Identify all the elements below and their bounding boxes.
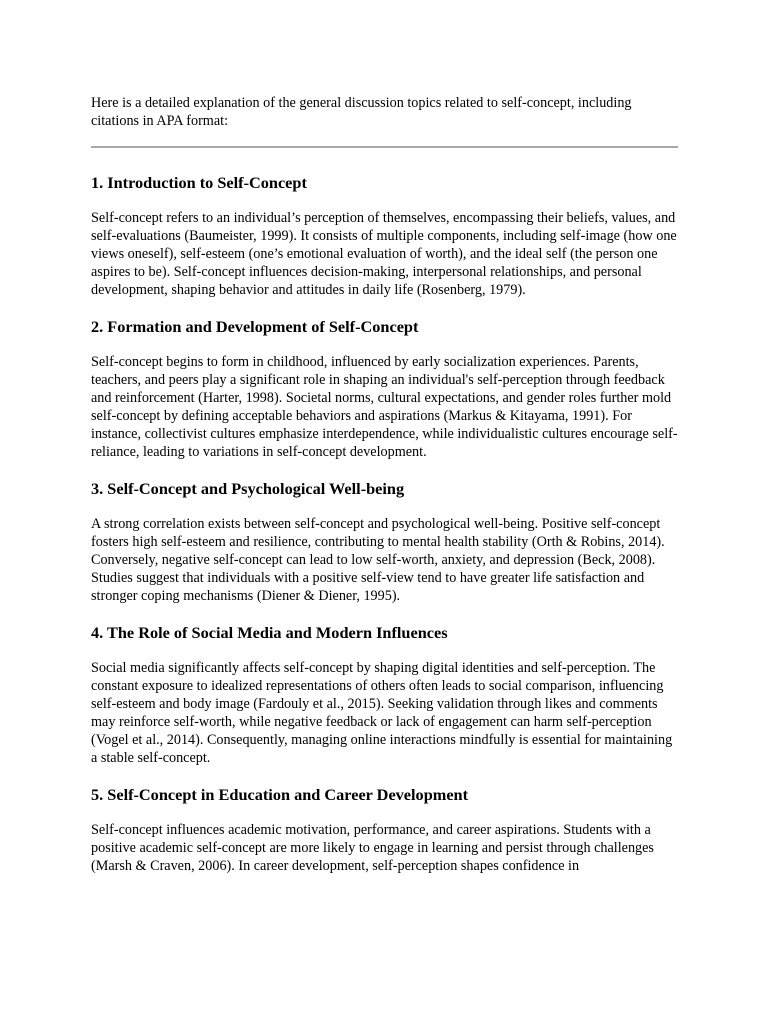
section-heading: 3. Self-Concept and Psychological Well-being (91, 479, 405, 498)
section-body: Self-concept begins to form in childhood, influenced by early socialization experiences. Parents, teachers, and peers play a significant role in shaping an individual's self-perception through feedback and reinforcement (Harter, 1998). Societal norms, cultural expectations, and gender roles further mold self-concept by defining acceptable behaviors and aspirations (Markus & Kitayama, 1991). For instance, collectivist cultures emphasize interdependence, while individualistic cultures encourage self-reliance, leading to variations in self-concept development. (91, 354, 678, 460)
section-heading: 2. Formation and Development of Self-Concept (91, 317, 419, 336)
horizontal-divider (91, 146, 678, 148)
section-heading: 5. Self-Concept in Education and Career Development (91, 785, 469, 804)
section-wellbeing (91, 479, 681, 605)
section-introduction (91, 173, 681, 299)
section-formation (91, 317, 681, 461)
section-body: A strong correlation exists between self-concept and psychological well-being. Positive self-concept fosters high self-esteem and resilience, contributing to mental health stability (Orth & Robins, 2014). Conversely, negative self-concept can lead to low self-worth, anxiety, and depression (Beck, 2008). Studies suggest that individuals with a positive self-view tend to have greater life satisfaction and stronger coping mechanisms (Diener & Diener, 1995). (91, 516, 665, 604)
section-body: Self-concept refers to an individual’s perception of themselves, encompassing their beliefs, values, and self-evaluations (Baumeister, 1999). It consists of multiple components, including self-image (how one views oneself), self-esteem (one’s emotional evaluation of worth), and the ideal self (the person one aspires to be). Self-concept influences decision-making, interpersonal relationships, and personal development, shaping behavior and attitudes in daily life (Rosenberg, 1979). (91, 210, 677, 298)
section-body: Social media significantly affects self-concept by shaping digital identities and self-perception. The constant exposure to idealized representations of others often leads to social comparison, influencing self-esteem and body image (Fardouly et al., 2015). Seeking validation through likes and comments may reinforce self-worth, while negative feedback or lack of engagement can harm self-perception (Vogel et al., 2014). Consequently, managing online interactions mindfully is essential for maintaining a stable self-concept. (91, 660, 673, 766)
section-heading: 1. Introduction to Self-Concept (91, 173, 307, 192)
section-body: Self-concept influences academic motivation, performance, and career aspirations. Students with a positive academic self-concept are more likely to engage in learning and persist through challenges (Marsh & Craven, 2006). In career development, self-perception shapes confidence in (91, 822, 654, 874)
section-social-media (91, 623, 681, 767)
section-heading: 4. The Role of Social Media and Modern Influences (91, 623, 448, 642)
section-education-career (91, 785, 681, 875)
document-page (91, 94, 681, 875)
intro-paragraph: Here is a detailed explanation of the general discussion topics related to self-concept, including citations in APA format: (91, 95, 632, 129)
